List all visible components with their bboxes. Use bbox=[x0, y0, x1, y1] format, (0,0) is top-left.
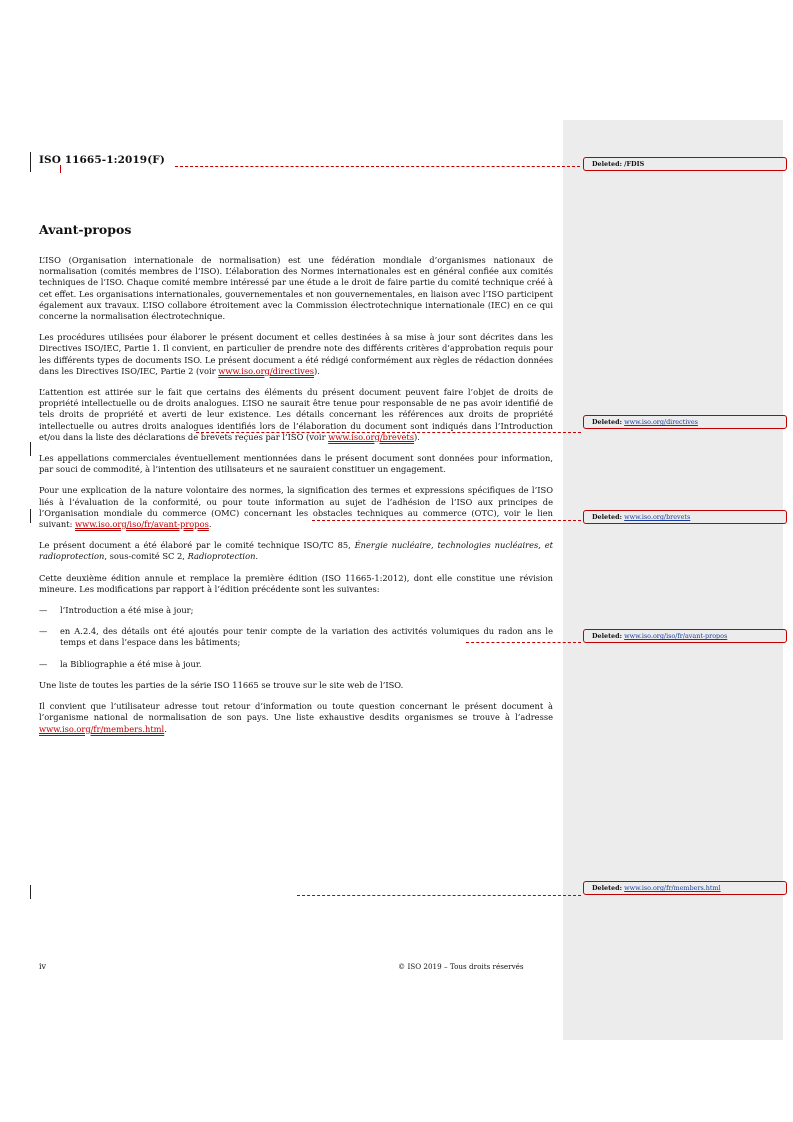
paragraph-9-text: Il convient que l’utilisateur adresse tout retour d’information ou toute question concernant le présent document à l’organisme national de normalisation de son pays. Une liste exhaustive desdits organismes se trouve à l’adresse bbox=[39, 701, 553, 723]
list-item bbox=[39, 626, 553, 648]
committee-title: Énergie nucléaire, technologies nucléaires, et radioprotection bbox=[39, 540, 553, 562]
paragraph-5-end: . bbox=[208, 519, 212, 530]
change-bar bbox=[30, 885, 31, 899]
paragraph-6-end: . bbox=[255, 551, 259, 562]
comment-connector bbox=[466, 642, 581, 643]
dash-marker: — bbox=[39, 626, 48, 637]
comment-connector bbox=[312, 520, 581, 521]
copyright-notice: © ISO 2019 – Tous droits réservés bbox=[398, 962, 524, 971]
balloon-label: Deleted: bbox=[592, 513, 625, 521]
paragraph-5 bbox=[39, 485, 553, 530]
paragraph-9 bbox=[39, 701, 553, 735]
document-header bbox=[39, 154, 165, 166]
header-prefix: ISO bbox=[39, 154, 61, 166]
comment-connector bbox=[297, 895, 581, 896]
change-bar bbox=[30, 442, 31, 456]
balloon-text: /FDIS bbox=[624, 160, 645, 168]
section-title: Avant-propos bbox=[39, 222, 132, 237]
dash-marker: — bbox=[39, 658, 48, 669]
list-item-text: l’Introduction a été mise à jour; bbox=[60, 605, 194, 616]
balloon-link: www.iso.org/iso/fr/avant-propos bbox=[624, 632, 728, 640]
directives-link[interactable]: www.iso.org/directives bbox=[218, 365, 314, 376]
list-item-text: la Bibliographie a été mise à jour. bbox=[60, 658, 202, 669]
paragraph-4: Les appellations commerciales éventuellement mentionnées dans le présent document sont données pour information, par souci de commodité, à l’intention des utilisateurs et ne sauraient constituer un engagement. bbox=[39, 453, 553, 475]
deleted-balloon[interactable] bbox=[583, 415, 787, 429]
paragraph-9-end: . bbox=[164, 723, 167, 734]
paragraph-1: L’ISO (Organisation internationale de normalisation) est une fédération mondiale d’organismes nationaux de normalisation (comités membres de l’ISO). L’élaboration des Normes internationales est en général confiée aux comités techniques de l’ISO. Chaque comité membre intéressé par une étude a le droit de faire partie du comité technique créé à cet effet. Les organisations internationales, gouvernementales et non gouvernementales, en liaison avec l’ISO participent également aux travaux. L’ISO collabore étroitement avec la Commission électrotechnique internationale (IEC) en ce qui concerne la normalisation électrotechnique. bbox=[39, 255, 553, 322]
balloon-link: www.iso.org/fr/members.html bbox=[624, 884, 721, 892]
paragraph-7: Cette deuxième édition annule et remplace la première édition (ISO 11665-1:2012), dont elle constitue une révision mineure. Les modifications par rapport à l’édition précédente sont les suivantes: bbox=[39, 572, 553, 594]
avant-propos-link[interactable]: www.iso.org/iso/fr/avant-propos bbox=[75, 519, 209, 530]
markup-pane bbox=[563, 120, 783, 1040]
deleted-balloon[interactable] bbox=[583, 881, 787, 895]
paragraph-2 bbox=[39, 332, 553, 377]
paragraph-2-end: ). bbox=[314, 365, 320, 376]
list-item-text: en A.2.4, des détails ont été ajoutés pour tenir compte de la variation des activités volumiques du radon ans le temps et dans l’espace dans les bâtiments; bbox=[60, 626, 553, 648]
paragraph-6-mid: , sous-comité SC 2, bbox=[104, 551, 188, 562]
paragraph-6 bbox=[39, 540, 553, 562]
comment-connector bbox=[175, 166, 580, 167]
list-item bbox=[39, 659, 553, 670]
header-number: 11665-1:2019(F) bbox=[60, 154, 165, 166]
balloon-label: Deleted: bbox=[592, 160, 625, 168]
dash-marker: — bbox=[39, 605, 48, 616]
paragraph-6-text: Le présent document a été élaboré par le comité technique ISO/TC 85, bbox=[39, 540, 355, 551]
change-bar bbox=[30, 152, 31, 172]
paragraph-2-text: Les procédures utilisées pour élaborer le présent document et celles destinées à sa mise à jour sont décrites dans les Directives ISO/IEC, Partie 1. Il convient, en particulier de prendre note des différents critères d’approbation requis pour les différents types de documents ISO. Le présent document a été rédigé conformément aux règles de rédaction données dans les Directives ISO/IEC, Partie 2 (voir bbox=[39, 332, 553, 376]
deleted-balloon[interactable] bbox=[583, 629, 787, 643]
paragraph-3-text: L’attention est attirée sur le fait que certains des éléments du présent document peuvent faire l’objet de droits de propriété intellectuelle ou de droits analogues. L’ISO ne saurait être tenue pour responsable de ne pas avoir identifié de tels droits de propriété et averti de leur existence. Les détails concernant les références aux droits de propriété intellectuelle ou autres droits analogues identifiés lors de l’élaboration du document sont indiqués dans l’Introduction et/ou dans la liste des déclarations de brevets reçues par l’ISO (voir bbox=[39, 387, 553, 442]
comment-connector bbox=[196, 432, 581, 433]
page-number: iv bbox=[39, 962, 47, 971]
balloon-label: Deleted: bbox=[592, 884, 625, 892]
balloon-link: www.iso.org/directives bbox=[624, 418, 698, 426]
balloon-link: www.iso.org/brevets bbox=[624, 513, 691, 521]
paragraph-3-end: ). bbox=[414, 431, 420, 442]
balloon-label: Deleted: bbox=[592, 418, 625, 426]
brevets-link[interactable]: www.iso.org/brevets bbox=[328, 431, 415, 442]
change-bar bbox=[30, 509, 31, 523]
members-link[interactable]: www.iso.org/fr/members.html bbox=[39, 723, 165, 734]
deleted-balloon[interactable] bbox=[583, 157, 787, 171]
deleted-balloon[interactable] bbox=[583, 510, 787, 524]
paragraph-8: Une liste de toutes les parties de la série ISO 11665 se trouve sur le site web de l’ISO. bbox=[39, 679, 404, 690]
list-item bbox=[39, 605, 553, 616]
subcommittee-title: Radioprotection bbox=[187, 551, 256, 562]
balloon-label: Deleted: bbox=[592, 632, 625, 640]
paragraph-3 bbox=[39, 387, 553, 443]
paragraph-5-text: Pour une explication de la nature volontaire des normes, la signification des termes et expressions spécifiques de l’ISO liés à l’évaluation de la conformité, ou pour toute information au sujet de l’adhésion de l’ISO aux principes de l’Organisation mondiale du commerce (OMC) concernant les obstacles techniques au commerce (OTC), voir le lien suivant: bbox=[39, 485, 553, 530]
document-body bbox=[39, 255, 553, 745]
